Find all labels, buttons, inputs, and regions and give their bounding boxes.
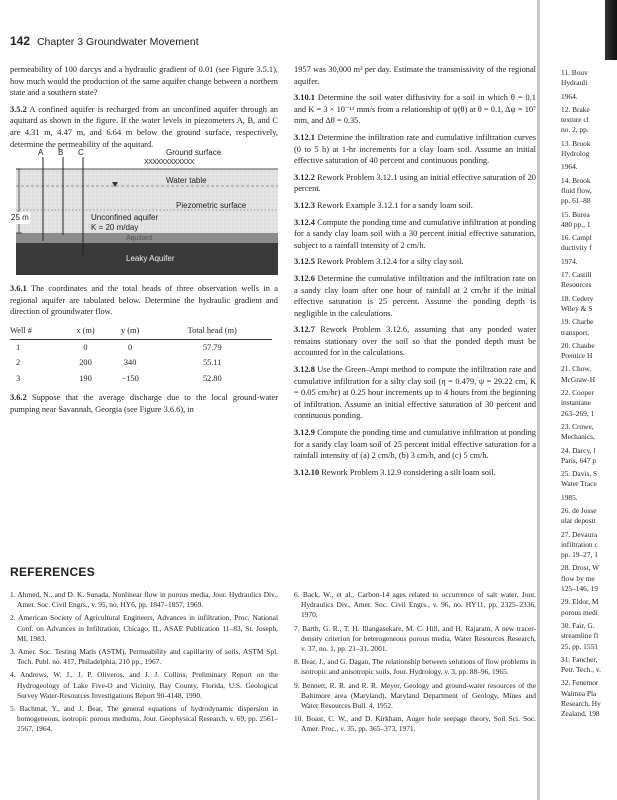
facing-page-line: 1964. (561, 91, 578, 101)
chapter-title: Chapter 3 Groundwater Movement (36, 36, 199, 48)
facing-page-line: Waimea Pla (561, 688, 597, 698)
reference-entry: 6. Back, W., et al., Carbon-14 ages related to occurrence of salt water, Jour. Hydraulics Div., Amer. Soc. Civil Engrs., v. 96, no. HY11, pp. 2325–2336, 1970. (294, 590, 536, 620)
table-cell: 55.11 (202, 358, 222, 368)
problem-text: Compute the ponding time and cumulative infiltration at ponding for a sandy clay loam soil with a 30 percent initial effective saturation, subject to a rainfall intensity of 2 cm/h. (294, 217, 536, 250)
problem-item (294, 256, 536, 268)
problem-number: 3.12.9 (294, 428, 315, 438)
right-column (294, 64, 536, 483)
problem-number: 3.12.1 (294, 132, 315, 142)
facing-page-line: 263–269, 1 (561, 408, 595, 418)
facing-page-line: no. 2, pp. (561, 125, 589, 135)
problem-3-6-2 (10, 392, 278, 415)
table-cell: 3 (16, 373, 21, 383)
facing-page-line: 1974. (561, 256, 578, 266)
reference-entry: 5. Bachmat, Y., and J. Bear, The general equations of hydrodynamic dispersion in homogeneous, isotropic porous mediums, Jour. Geophysical Research, v. 69, pp. 2561–2567, 1964. (10, 704, 278, 734)
facing-page-line: Hydrauli (561, 78, 588, 88)
facing-page-line: 17. Castill (561, 270, 592, 280)
problem-item (294, 92, 536, 127)
wells-table (10, 323, 272, 386)
problem-item (294, 467, 536, 479)
facing-page-edge (537, 0, 617, 800)
problem-item (294, 427, 536, 462)
facing-page-line: 25. Davis, S (561, 469, 598, 479)
problem-list (294, 92, 536, 478)
problem-item (294, 132, 536, 167)
facing-page-line: Mechanics, (561, 432, 595, 442)
table-cell: 1 (16, 342, 21, 352)
table-row (10, 339, 272, 355)
problem-item (294, 324, 536, 359)
unconfined-aquifer-label: Unconfined aquifer (91, 213, 159, 223)
problem-text: Rework Example 3.12.1 for a sandy loam soil. (314, 200, 473, 210)
piezometer-a-label: A (38, 148, 44, 158)
table-row (10, 355, 272, 371)
table-cell: 57.79 (202, 342, 222, 352)
facing-page-line: Research, Hy (561, 699, 601, 709)
table-cell: 2 (16, 358, 21, 368)
facing-page-line: 480 pp., 1 (561, 219, 591, 229)
column-header: y (m) (108, 323, 153, 339)
piezometric-surface-label: Piezometric surface (176, 201, 247, 211)
page-corner-shadow (605, 0, 617, 60)
facing-page-line: Paris, 647 p (561, 455, 597, 465)
problem-number: 3.5.2 (10, 104, 27, 114)
facing-page-line: 20. Chaube (561, 340, 595, 350)
piezometer-c-label: C (78, 148, 84, 158)
problem-number: 3.12.8 (294, 365, 315, 375)
conductivity-label: K = 20 m/day (91, 223, 139, 233)
problem-text: Rework Problem 3.12.1 using an initial effective saturation of 20 percent. (294, 172, 536, 194)
facing-page-line: Water Trace (561, 479, 597, 489)
problem-number: 3.6.2 (10, 393, 27, 403)
facing-page-line: 28. Drost, W (561, 563, 600, 573)
facing-page-line: instantane (561, 398, 591, 408)
facing-page-line: 11. Bouv (561, 68, 588, 77)
table-cell: 340 (123, 358, 137, 368)
facing-page-line: 31. Fancher, (561, 654, 598, 664)
facing-page-line: infiltration c (561, 539, 598, 549)
problem-text: Rework Problem 3.12.4 for a silty clay soil. (314, 257, 464, 267)
problem-continuation: permeability of 100 darcys and a hydraulic gradient of 0.01 (see Figure 3.5.1), how much would the production of the same aquifer change between a northern state and a southern state? (10, 65, 278, 98)
problem-item (294, 364, 536, 422)
facing-page-line: Wiley & S (561, 303, 593, 313)
leaky-aquifer-label: Leaky Aquifer (126, 254, 175, 264)
table-cell: 52.80 (202, 373, 222, 383)
problem-item (294, 273, 536, 319)
facing-page-line: 29. Eldor, M (561, 597, 599, 607)
facing-page-line: 32. Fenemor (561, 678, 599, 688)
problem-text: Suppose that the average discharge due to the local ground-water pumping near Savannah, Georgia (see Figure 3.6.6), in (10, 393, 278, 414)
reference-entry: 1. Ahmed, N., and D. K. Sunada, Nonlinear flow in porous media, Jour. Hydraulics Div., Amer. Soc. Civil Engrs., v. 95, no. HY6, pp. 1847–1857, 1969. (10, 590, 278, 610)
facing-page-line: Hydrolog (561, 149, 590, 159)
facing-page-line: 23. Crowe, (561, 421, 594, 431)
facing-page-line: porous medi (561, 607, 598, 617)
references-left-column (10, 590, 278, 738)
facing-page-line: Petr. Tech., v. (561, 665, 601, 675)
facing-page-line: 13. Brook (561, 138, 591, 148)
facing-page-line: transport, (561, 327, 590, 337)
facing-page-line: ular deposit (561, 516, 596, 526)
running-header (10, 34, 199, 48)
page-gutter-shadow (537, 0, 540, 800)
column-header: x (m) (63, 323, 108, 339)
table-row (10, 371, 272, 387)
page-number: 142 (10, 34, 31, 48)
facing-page-line: Resources (561, 280, 592, 290)
left-column (10, 64, 278, 421)
problem-text: A confined aquifer is recharged from an unconfined aquifer through an aquitard as shown in the figure. If the water levels in piezometers A, B, and C are 4.31 m, 4.47 m, and 6.64 m below the ground surface, respectively, determine the permeability of the aquitard. (10, 104, 278, 149)
facing-page-line: 1985. (561, 492, 578, 502)
table-cell: 190 (79, 373, 92, 383)
facing-page-line: 22. Cooper (561, 388, 594, 398)
depth-label: 25 m (11, 213, 29, 223)
problem-text: The coordinates and the total heads of three observation wells in a regional aquifer are tabulated below. Determine the hydraulic gradient and direction of groundwater flow. (10, 284, 278, 317)
problem-number: 3.12.6 (294, 273, 315, 283)
problem-item (294, 172, 536, 195)
reference-entry: 8. Bear, J., and G. Dagan, The relationship between solutions of flow problems in isotropic and anisotropic soils, Jour. Hydrology, v. 3, pp. 88–96, 1965. (294, 657, 536, 677)
surface-hatching: XXXXXXXXXXXX (144, 159, 195, 167)
reference-entry: 9. Bennett, R. R. and R. R. Meyer, Geology and ground-water resources of the Baltimore area (Maryland), Maryland Department of Geology, Mines and Water Resources Bull. 4, 1952. (294, 680, 536, 711)
reference-entry: 3. Amer. Soc. Testing Matls (ASTM), Permeability and capillarity of soils, ASTM Spl. Tech. Publ. no. 417, Philadelphia, 210 pp., 1967. (10, 647, 278, 667)
problem-number: 3.12.2 (294, 172, 315, 182)
facing-page-line: 19. Charbe (561, 317, 594, 327)
column-header: Total head (m) (152, 323, 272, 339)
facing-page-line: 27. Devaura (561, 529, 598, 539)
column-header: Well # (10, 323, 63, 339)
facing-page-line: pp. 61–88 (561, 196, 591, 206)
facing-page-line: 14. Brook (561, 175, 591, 185)
problem-number: 3.6.1 (10, 284, 27, 294)
aquitard-label: Aquitard (126, 235, 153, 243)
table-cell: 0 (128, 342, 133, 352)
problem-text: Rework Problem 3.12.9 considering a silt loam soil. (319, 467, 496, 477)
reference-entry: 4. Andrews, W. J., J. P. Oliveros, and J. J. Collins, Preliminary Report on the Hydrogeology of Lake Five-O and Vicinity, Bay County, Florida, U.S. Geological Survey Water-Resources Investigations Report 90-4148, 1990. (10, 670, 278, 700)
problem-text: Use the Green–Ampt method to compute the infiltration rate and cumulative infiltration for a silty clay soil (η = 0.479, ψ = 29.22 cm, K = 0.05 cm/hr) at 0.25 hour increments up to 4 hours from the beginning of infiltration. Assume an initial effective saturation of 30 percent and continuous ponding. (294, 365, 536, 421)
table-cell: 200 (79, 358, 92, 368)
water-table-label: Water table (166, 176, 207, 186)
table-cell: 0 (83, 342, 88, 352)
facing-page-line: fluid flow, (561, 185, 592, 195)
facing-page-references (561, 68, 617, 720)
problem-text: Determine the soil water diffusivity for a soil in which θ = 0.1 and K = 3 × 10⁻¹¹ mm/s from a relationship of ψ(θ) at θ = 0.1, Δψ = 10⁷ mm, and Δθ = 0.35. (294, 93, 536, 126)
problem-number: 3.10.1 (294, 93, 315, 103)
facing-page-line: 16. Campl (561, 233, 592, 243)
facing-page-line: streamline fl (561, 631, 599, 641)
problem-3-6-1 (10, 283, 278, 318)
facing-page-line: 15. Burea (561, 209, 590, 219)
facing-page-line: flow by me (561, 573, 595, 583)
facing-page-line: 24. Darcy, l (561, 445, 596, 455)
facing-page-line: 25, pp. 1551 (561, 641, 598, 651)
facing-page-line: 18. Cedery (561, 293, 594, 303)
facing-page-line: texture cl (561, 115, 589, 125)
facing-page-line: 21. Chow, (561, 364, 592, 374)
facing-page-line: McGraw-H (561, 374, 596, 384)
facing-page-line: 1964. (561, 162, 578, 172)
problem-continuation: 1957 was 30,000 m³ per day. Estimate the transmissivity of the regional aquifer. (294, 65, 536, 86)
facing-page-line: 125–146, 19 (561, 584, 598, 594)
table-cell: −150 (121, 373, 139, 383)
facing-page-line: 12. Brake (561, 104, 590, 114)
table-header-row (10, 323, 272, 339)
problem-text: Rework Problem 3.12.6, assuming that any ponded water remains stationary over the soil so that the ponded depth must be accounted for in the calculations. (294, 325, 536, 358)
facing-page-line: pp. 19–27, 1 (561, 550, 598, 560)
problem-item (294, 217, 536, 252)
problem-text: Determine the cumulative infiltration and the infiltration rate on a sandy clay loam after one hour of rainfall at 2 cm/hr if the initial effective saturation is 25 percent. Assume the ponding depth is negligible in the calculations. (294, 273, 536, 318)
aquifer-figure (11, 148, 278, 275)
problem-number: 3.12.10 (294, 467, 320, 477)
problem-number: 3.12.7 (294, 325, 315, 335)
problem-item (294, 200, 536, 212)
reference-entry: 10. Boast, C. W., and D. Kirkham, Auger hole seepage theory, Soil Sci. Soc. Amer. Proc., v. 35, pp. 365–373, 1971. (294, 714, 536, 734)
problem-text: Determine the infiltration rate and cumulative infiltration curves (0 to 5 h) at 1-hr increments for a clay loam soil. Assume an initial effective saturation of 40 percent and continuous ponding. (294, 132, 536, 166)
problem-number: 3.12.4 (294, 217, 315, 227)
facing-page-line: Zealand, 198 (561, 709, 600, 719)
ground-surface-label: Ground surface (166, 148, 222, 158)
facing-page-line: Prentice H (561, 351, 593, 361)
reference-entry: 7. Barth, G. R., T. H. Illangasekare, M. C. Hill, and H. Rajaram, A new tracer-density criterion for heterogeneous porous media, Water Resources Research, v. 37, no. 1, pp. 21–31, 2001. (294, 623, 536, 654)
problem-text: Compute the ponding time and cumulative infiltration at ponding for a sandy clay loam soil of 25 percent initial effective saturation for a rainfall intensity of (a) 2 cm/h, (b) 3 cm/h, and (c) 5 cm/h. (294, 428, 536, 461)
references-heading: REFERENCES (10, 565, 96, 579)
reference-entry: 2. American Society of Agricultural Engineers, Advances in infiltration, Proc. National Conf. on Advances in Infiltration, Chicago, IL, ASAE Publication 11–83, St. Joseph, MI, 1983. (10, 613, 278, 643)
facing-page-line: 26. de Josse (561, 505, 597, 515)
facing-page-line: 30. Fair, G. (561, 620, 595, 630)
references-right-column (294, 590, 536, 738)
problem-3-5-2 (10, 104, 278, 150)
piezometer-b-label: B (58, 148, 64, 158)
problem-number: 3.12.5 (294, 257, 315, 267)
facing-page-line: ductivity f (561, 243, 592, 253)
problem-number: 3.12.3 (294, 200, 315, 210)
